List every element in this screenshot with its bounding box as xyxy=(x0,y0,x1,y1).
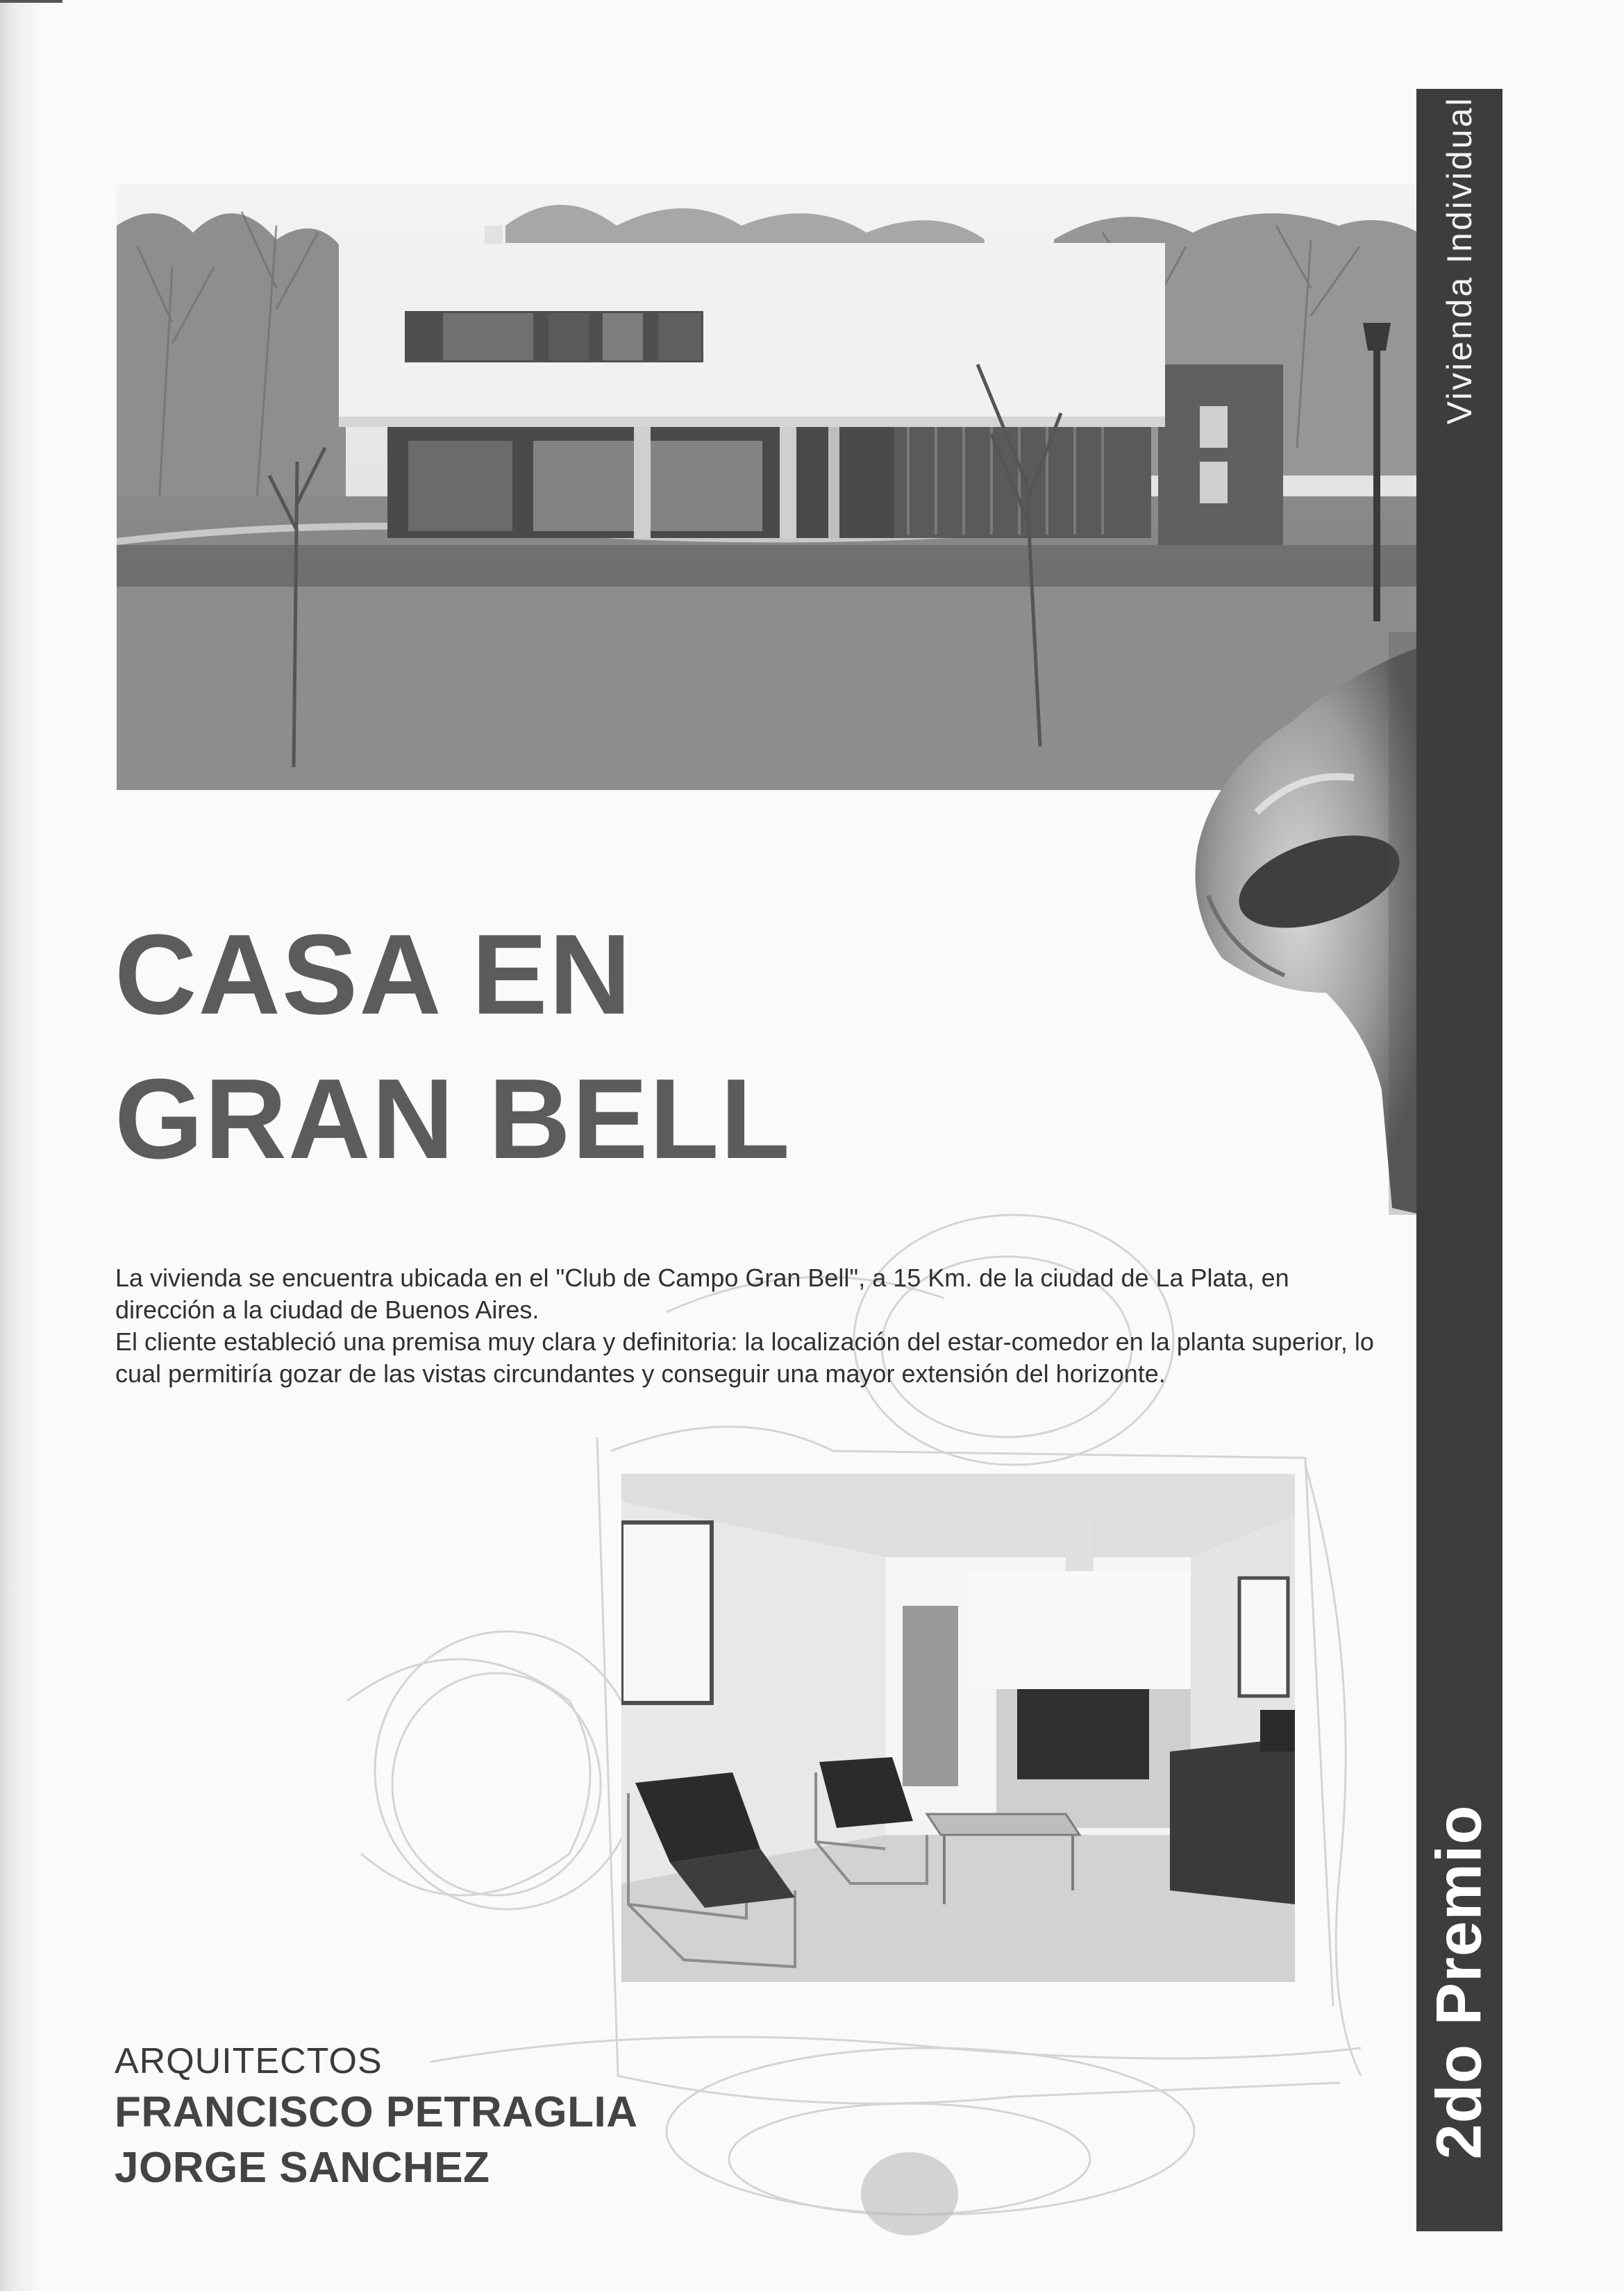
living-room-photo xyxy=(621,1474,1295,1982)
title-line-2: GRAN BELL xyxy=(115,1055,792,1182)
article-body xyxy=(115,1262,1391,1390)
award-label: 2do Premio xyxy=(1423,1804,1495,2160)
body-paragraph-1: La vivienda se encuentra ubicada en el "Club de Campo Gran Bell", a 15 Km. de la ciudad de La Plata, en dirección a la ciudad de Buenos Aires. xyxy=(115,1264,1289,1324)
credits-block xyxy=(115,2038,638,2196)
article-title xyxy=(115,903,792,1191)
category-label: Vivienda Individual xyxy=(1440,96,1479,425)
architect-name-2: JORGE SANCHEZ xyxy=(115,2144,490,2192)
architect-name-1: FRANCISCO PETRAGLIA xyxy=(115,2088,638,2136)
title-line-1: CASA EN xyxy=(115,911,633,1038)
stone-sculpture xyxy=(1118,604,1423,1215)
architects-label: ARQUITECTOS xyxy=(115,2041,383,2081)
page-binding-edge xyxy=(0,0,43,2291)
body-paragraph-2: El cliente estableció una premisa muy clara y definitoria: la localización del estar-comedor en la planta superior, lo cual permitiría gozar de las vistas circundantes y conseguir una mayor extensión del horizonte. xyxy=(115,1327,1374,1388)
page-top-mark xyxy=(0,0,62,3)
